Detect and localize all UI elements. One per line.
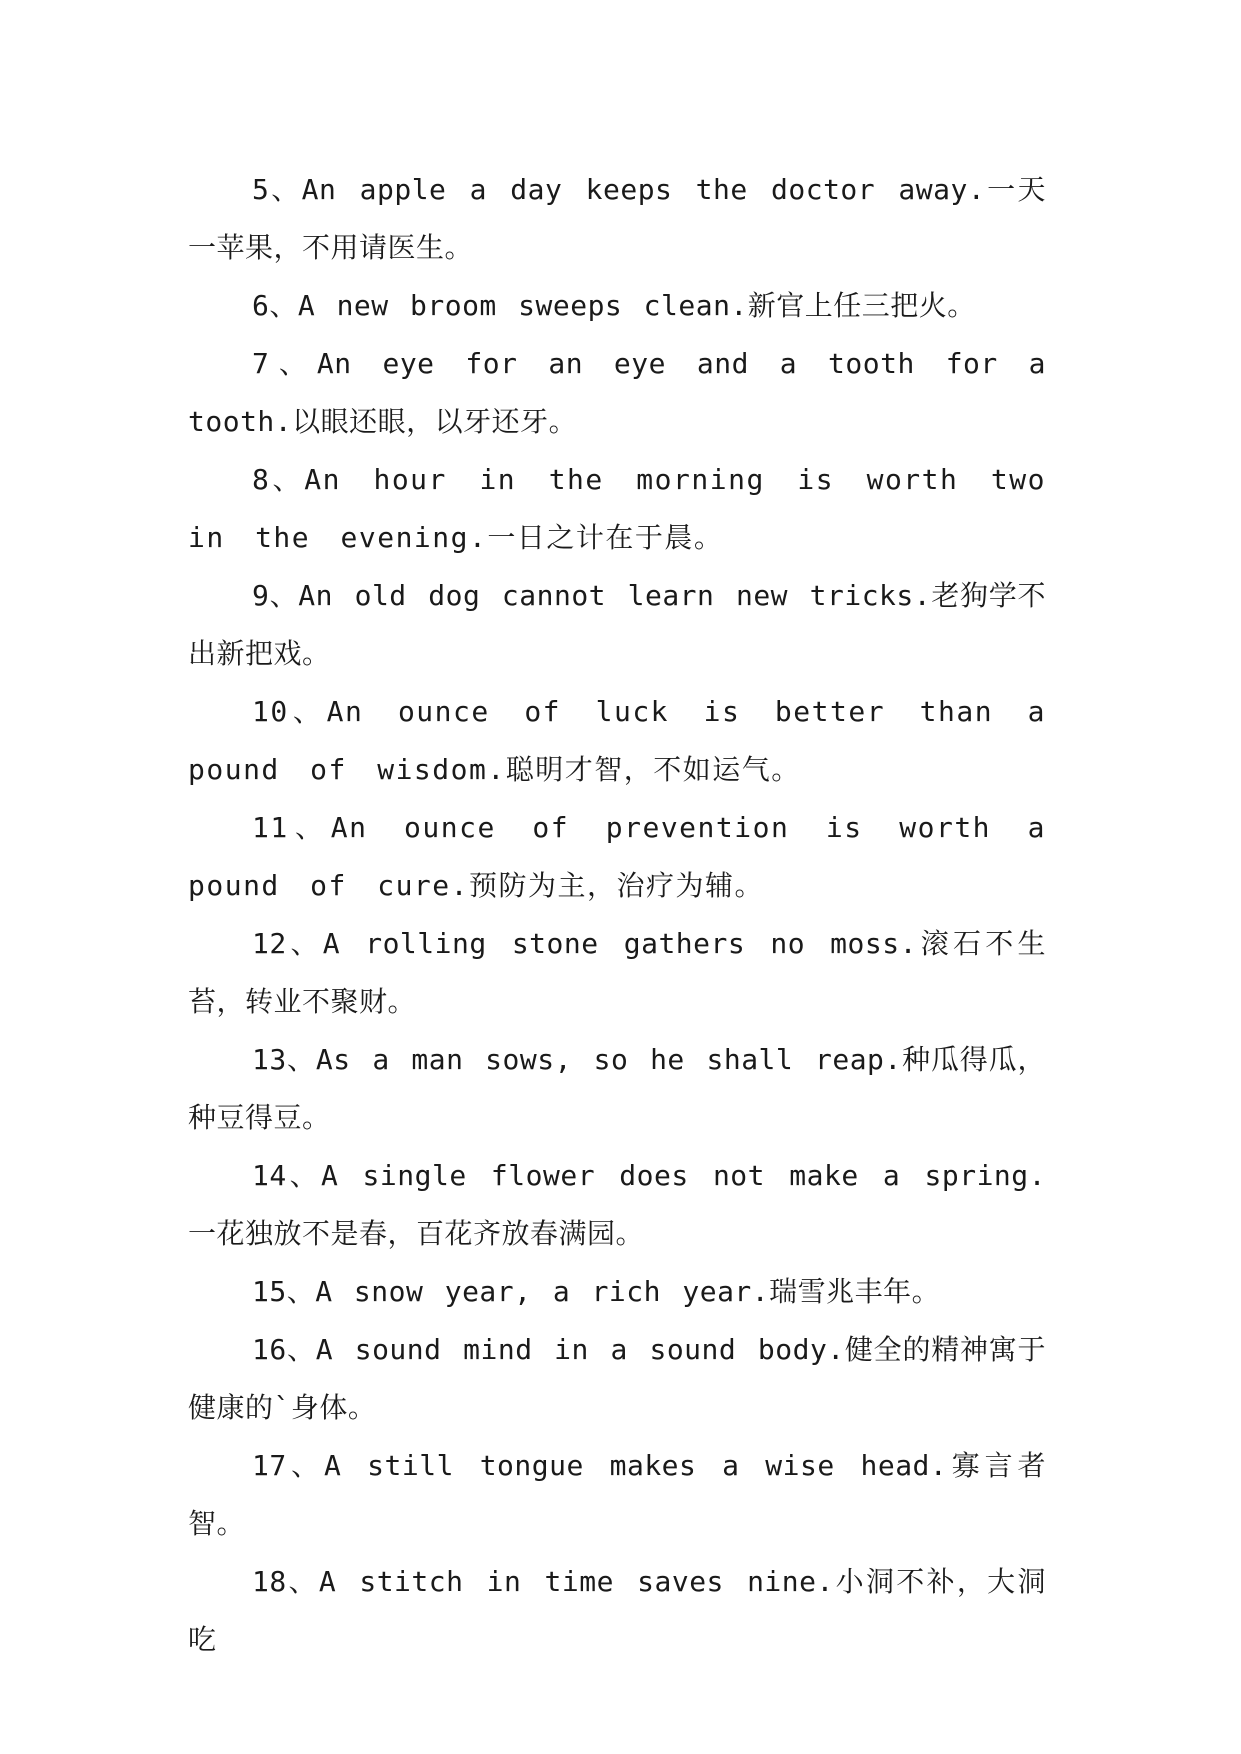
proverb-7: 7、An eye for an eye and a tooth for a tooth.以眼还眼，以牙还牙。	[188, 347, 1046, 438]
proverb-18: 18、A stitch in time saves nine.小洞不补，大洞吃	[188, 1565, 1046, 1656]
proverb-10: 10、An ounce of luck is better than a pound of wisdom.聪明才智，不如运气。	[188, 695, 1046, 786]
proverb-6: 6、A new broom sweeps clean.新官上任三把火。	[252, 289, 976, 322]
proverb-list	[188, 161, 1046, 1669]
proverb-8: 8、An hour in the morning is worth two in the evening.一日之计在于晨。	[188, 463, 1046, 554]
proverb-12: 12、A rolling stone gathers no moss.滚石不生苔，转业不聚财。	[188, 927, 1046, 1018]
proverb-9: 9、An old dog cannot learn new tricks.老狗学不出新把戏。	[188, 579, 1046, 670]
proverb-14: 14、A single flower does not make a spring.一花独放不是春，百花齐放春满园。	[188, 1159, 1046, 1250]
proverb-15: 15、A snow year, a rich year.瑞雪兆丰年。	[252, 1275, 941, 1308]
proverb-11: 11、An ounce of prevention is worth a pound of cure.预防为主，治疗为辅。	[188, 811, 1046, 902]
proverb-16: 16、A sound mind in a sound body.健全的精神寓于健康的`身体。	[188, 1333, 1046, 1424]
proverb-13: 13、As a man sows, so he shall reap.种瓜得瓜，种豆得豆。	[188, 1043, 1046, 1134]
proverb-5: 5、An apple a day keeps the doctor away.一天一苹果，不用请医生。	[188, 173, 1046, 264]
proverb-17: 17、A still tongue makes a wise head.寡言者智。	[188, 1449, 1046, 1540]
